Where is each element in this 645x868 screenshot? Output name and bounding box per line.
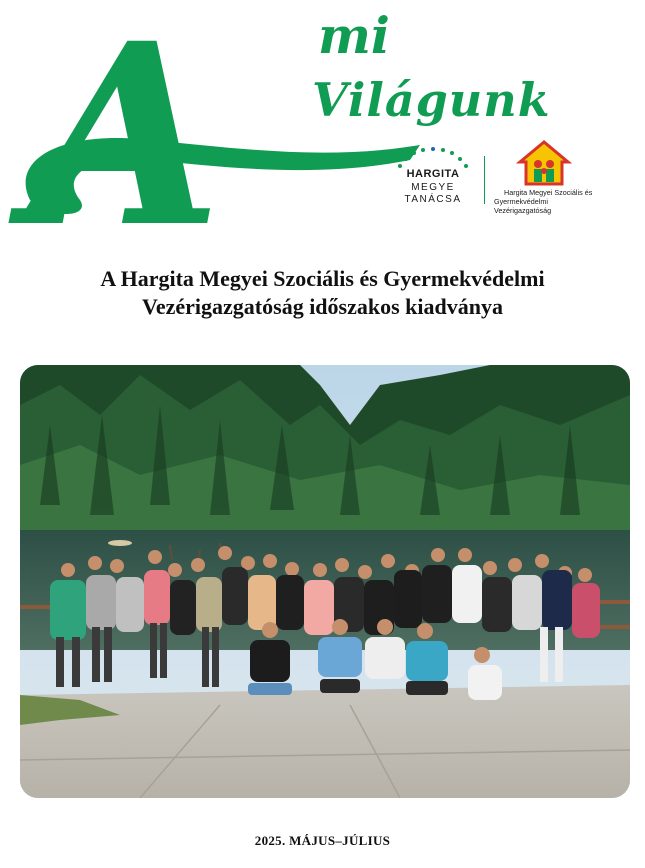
county-council-line1: HARGITA xyxy=(406,168,460,180)
house-family-icon xyxy=(516,140,572,186)
subtitle-line2: Vezérigazgatóság időszakos kiadványa xyxy=(142,294,503,319)
directorate-line1: Hargita Megyei Szociális és xyxy=(504,188,593,197)
county-council-line3: TANÁCSA xyxy=(404,194,462,205)
masthead xyxy=(0,0,645,282)
issue-date: 2025. MÁJUS–JÚLIUS xyxy=(254,833,391,848)
masthead-word-vilagunk: Világunk xyxy=(312,73,551,127)
group-photo-at-lake xyxy=(20,365,630,798)
dotted-arc-icon xyxy=(392,146,474,170)
cover-photo xyxy=(20,365,630,798)
masthead-letter-a: A xyxy=(28,0,212,282)
directorate-line2: Gyermekvédelmi Vezérigazgatóság xyxy=(494,197,552,215)
county-council-line2: MEGYE xyxy=(411,182,455,193)
directorate-logo xyxy=(490,140,600,215)
subtitle-line1: A Hargita Megyei Szociális és Gyermekvédelmi xyxy=(100,266,545,291)
masthead-word-ami: mi xyxy=(318,6,390,65)
logo-divider xyxy=(484,156,485,204)
publication-subtitle xyxy=(0,265,645,321)
county-council-logo xyxy=(392,146,474,206)
